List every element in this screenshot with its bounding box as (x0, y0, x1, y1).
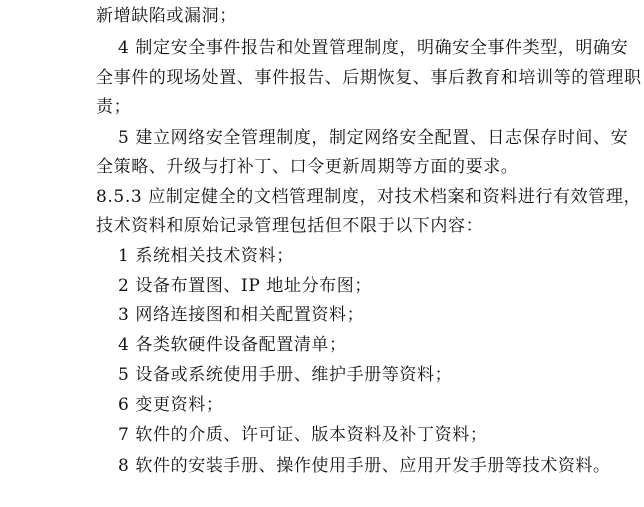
text-line-15: 7 软件的介质、许可证、版本资料及补丁资料； (118, 425, 488, 445)
text-line-13: 5 设备或系统使用手册、维护手册等资料； (118, 365, 453, 385)
text-line-14: 6 变更资料； (118, 395, 224, 415)
text-line-2: 4 制定安全事件报告和处置管理制度，明确安全事件类型，明确安 (118, 38, 629, 58)
text-line-3: 全事件的现场处置、事件报告、后期恢复、事后教育和培训等的管理职 (96, 68, 642, 88)
text-line-11: 3 网络连接图和相关配置资料； (118, 305, 365, 325)
text-line-16: 8 软件的安装手册、操作使用手册、应用开发手册等技术资料。 (118, 456, 611, 476)
text-line-5: 5 建立网络安全管理制度，制定网络安全配置、日志保存时间、安 (118, 128, 629, 148)
text-line-12: 4 各类软硬件设备配置清单； (118, 335, 347, 355)
text-line-8: 技术资料和原始记录管理包括但不限于以下内容： (96, 216, 484, 236)
text-line-7: 8.5.3 应制定健全的文档管理制度，对技术档案和资料进行有效管理， (96, 187, 642, 207)
text-line-9: 1 系统相关技术资料； (118, 246, 294, 266)
text-line-6: 全策略、升级与打补丁、口令更新周期等方面的要求。 (96, 157, 519, 177)
text-line-4: 责； (96, 97, 132, 117)
text-line-10: 2 设备布置图、IP 地址分布图； (118, 276, 372, 296)
text-line-1: 新增缺陷或漏洞； (96, 6, 237, 26)
